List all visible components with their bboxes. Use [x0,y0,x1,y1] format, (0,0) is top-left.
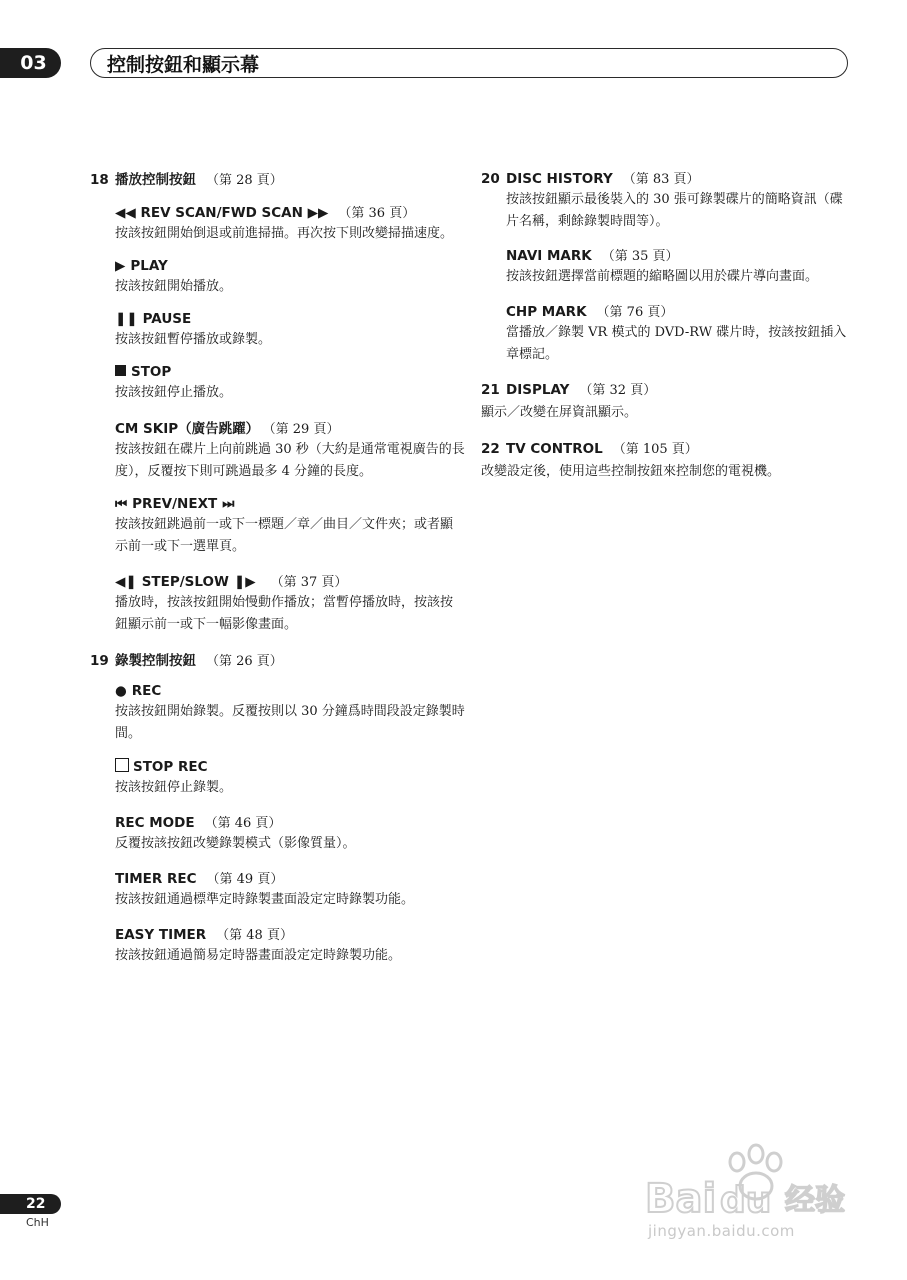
item-desc: 按該按鈕選擇當前標題的縮略圖以用於碟片導向畫面。 [506,269,819,284]
list-item [115,364,465,404]
next-icon: ⏭ [222,496,235,512]
list-item [506,301,853,366]
item-desc: 按該按鈕停止播放。 [115,385,233,400]
item-desc: 按該按鈕停止錄製。 [115,780,233,795]
section-title-text: DISC HISTORY [506,171,613,187]
item-name: ◀❚ STEP/SLOW ❚▶ （第 37 頁） [115,574,348,590]
section-number: 18 [90,172,109,188]
right-column [481,168,853,497]
item-name: STOP [115,364,465,380]
section-title-text: 播放控制按鈕 [115,172,196,188]
section-title [481,379,853,398]
stop-rec-icon [115,758,129,772]
item-name: EASY TIMER （第 48 頁） [115,927,293,943]
section-title [481,168,853,187]
svg-text:du: du [720,1180,772,1221]
stop-icon [115,365,126,376]
section-19 [90,649,465,967]
item-desc: 反覆按該按鈕改變錄製模式（影像質量）。 [115,836,356,851]
section-desc: 改變設定後，使用這些控制按鈕來控制您的電視機。 [481,464,781,479]
pause-icon: ❚❚ [115,311,138,327]
item-name: TIMER REC （第 49 頁） [115,871,284,887]
list-item [115,924,465,967]
item-name: ⏮ PREV/NEXT ⏭ [115,496,235,512]
watermark-url: jingyan.baidu.com [648,1222,795,1240]
item-desc: 按該按鈕開始錄製。反覆按則以 30 分鐘爲時間段設定錄製時間。 [115,704,465,741]
item-desc: 當播放／錄製 VR 模式的 DVD-RW 碟片時，按該按鈕插入章標記。 [506,325,847,362]
list-item [115,311,465,351]
section-title-text: 錄製控制按鈕 [115,653,196,669]
left-column [90,168,465,980]
chapter-badge: 03 [0,48,61,78]
item-name: CM SKIP（廣告跳躍） （第 29 頁） [115,421,340,437]
section-title-text: DISPLAY [506,382,570,398]
list-item [115,758,465,799]
item-desc: 按該按鈕暫停播放或錄製。 [115,332,272,347]
item-name: CHP MARK （第 76 頁） [506,304,674,320]
list-item [115,258,465,298]
page-number: 22 [0,1194,61,1214]
item-name: STOP REC [115,758,465,775]
item-desc: 按該按鈕通過簡易定時器畫面設定定時錄製功能。 [115,948,402,963]
page-title-bar [90,48,848,78]
list-item [506,245,853,288]
section-number: 21 [481,382,500,398]
section-22 [481,438,853,483]
svg-text:Bai: Bai [645,1176,717,1222]
prev-icon: ⏮ [115,496,128,512]
play-icon: ▶ [115,258,126,274]
step-forward-icon: ❚▶ [233,574,256,590]
page-title: 控制按鈕和顯示幕 [107,53,260,76]
section-number: 20 [481,171,500,187]
step-back-icon: ◀❚ [115,574,137,590]
list-item [115,868,465,911]
list-item [115,571,465,636]
page-ref: （第 83 頁） [622,172,700,187]
section-18 [90,168,465,636]
language-code: ChH [26,1216,49,1229]
page-ref: （第 26 頁） [206,654,283,669]
section-title [90,168,465,188]
list-item [115,202,465,245]
list-item [115,417,465,483]
section-title-text: TV CONTROL [506,441,603,457]
item-desc: 按該按鈕開始播放。 [115,279,233,294]
svg-text:经验: 经验 [785,1183,845,1218]
list-item [115,496,465,558]
item-desc: 按該按鈕開始倒退或前進掃描。再次按下則改變掃描速度。 [115,226,454,241]
item-name: ▶ PLAY [115,258,168,274]
page-ref: （第 32 頁） [579,383,657,398]
item-desc: 按該按鈕跳過前一或下一標題／章／曲目／文件夾；或者顯示前一或下一選單頁。 [115,517,454,554]
section-20 [481,168,853,366]
record-icon: ● [115,683,127,699]
item-name: ◀◀ REV SCAN/FWD SCAN ▶▶ （第 36 頁） [115,205,416,221]
section-title [481,438,853,457]
list-item [115,812,465,855]
section-desc: 按該按鈕顯示最後裝入的 30 張可錄製碟片的簡略資訊（碟片名稱，剩餘錄製時間等）。 [506,192,843,229]
section-title [90,649,465,669]
item-name: NAVI MARK （第 35 頁） [506,248,679,264]
page-ref: （第 28 頁） [206,173,283,188]
section-number: 22 [481,441,500,457]
page-ref: （第 105 頁） [612,442,698,457]
item-name: REC MODE （第 46 頁） [115,815,282,831]
item-name: ❚❚ PAUSE [115,311,192,327]
section-21 [481,379,853,424]
list-item [115,683,465,745]
item-desc: 按該按鈕通過標準定時錄製畫面設定定時錄製功能。 [115,892,415,907]
item-name: ● REC [115,683,162,699]
section-desc: 顯示／改變在屏資訊顯示。 [481,405,638,420]
item-desc: 按該按鈕在碟片上向前跳過 30 秒（大約是通常電視廣告的長度），反覆按下則可跳過最多 4 分鐘的長度。 [115,442,465,479]
section-number: 19 [90,653,109,669]
item-desc: 播放時，按該按鈕開始慢動作播放；當暫停播放時，按該按鈕顯示前一或下一幅影像畫面。 [115,595,454,632]
